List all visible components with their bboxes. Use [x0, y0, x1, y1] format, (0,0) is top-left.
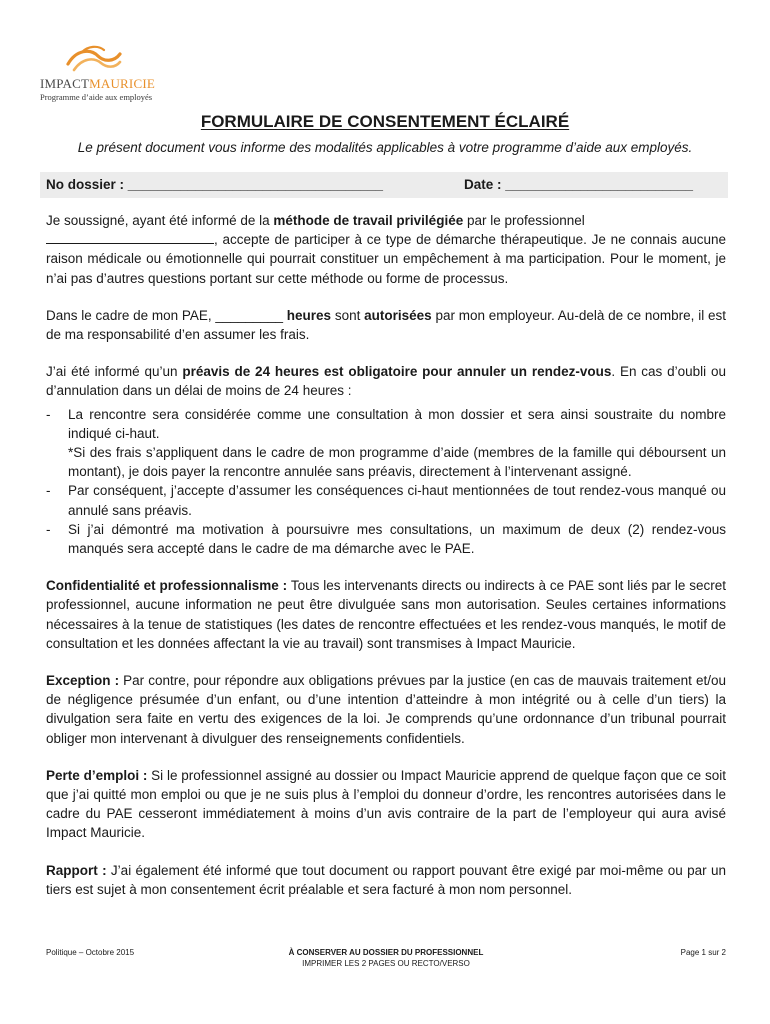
hours-paragraph [46, 306, 726, 344]
job-loss-text: Si le professionnel assigné au dossier ou Impact Mauricie apprend de quelque façon que ce soit que j’ai quitté mon emploi ou que je ne suis plus à l’emploi du donneur d’ordre, les rencontres autorisées dans le cadre du PAE cesseront immédiatement à moins d’un avis contraire de la part de l’employeur qui aura avisé Impact Mauricie. [46, 767, 726, 841]
confidentiality-heading: Confidentialité et professionnalisme : [46, 578, 288, 594]
job-loss-heading: Perte d’emploi : [46, 767, 148, 783]
job-loss-paragraph [46, 766, 726, 843]
hours-text-c: sont [331, 307, 365, 323]
intro-text-d: , accepte de participer à ce type de démarche thérapeutique. Je ne connais aucune raison médicale ou émotionnelle qui pourrait constituer un empêchement à ma participation. Pour le moment, je n’ai pas d’autres questions portant sur cette méthode ou forme de processus. [46, 232, 726, 286]
footer-policy-date: Politique – Octobre 2015 [46, 948, 135, 957]
list-item-2-text: Par conséquent, j’accepte d’assumer les conséquences ci-haut mentionnées de tout rendez-vous manqué ou annulé sans préavis. [68, 483, 726, 518]
intro-method-bold: méthode de travail privilégiée [273, 213, 464, 228]
professional-name-field[interactable] [46, 230, 214, 244]
list-item-1-note: *Si des frais s’appliquent dans le cadre de mon programme d’aide (membres de la famille qui déboursent un montant), je dois payer la rencontre annulée sans préavis, directement à l’intervenant assigné. [68, 445, 726, 480]
list-item [46, 481, 726, 519]
document-body [46, 211, 726, 917]
logo-word-mauricie: MAURICIE [89, 76, 156, 91]
exception-paragraph [46, 671, 726, 748]
notice-text-c: . En cas d’oubli ou d’annulation dans un délai de moins de 24 heures : [46, 364, 727, 399]
logo-wordmark [40, 76, 155, 92]
confidentiality-paragraph [46, 576, 726, 653]
logo-word-impact: IMPACT [40, 76, 90, 91]
intro-text-a: Je soussigné, ayant été informé de la [46, 213, 274, 228]
page-subtitle: Le présent document vous informe des modalités applicables à votre programme d’aide aux employés. [77, 140, 693, 155]
exception-text: Par contre, pour répondre aux obligations prévues par la justice (en cas de mauvais traitement et/ou de négligence présumée d’un enfant, ou d’une intention d’atteindre à mon intégrité ou à celle d’un tiers) la divulgation sera faite en vertu des exigences de la loi. Je comprends qu’une ordonnance d’un tribunal pourrait obliger mon intervenant à divulguer des renseignements confidentiels. [46, 673, 726, 746]
hours-bold: heures [286, 307, 332, 323]
footer-keep-notice: À CONSERVER AU DOSSIER DU PROFESSIONNEL [288, 948, 484, 957]
list-item-1-text: La rencontre sera considérée comme une consultation à mon dossier et sera ainsi soustraite du nombre indiqué ci-haut. [68, 406, 726, 441]
notice-text-a: J’ai été informé qu’un [46, 364, 183, 380]
cancellation-list [46, 405, 726, 559]
intro-text-c: par le professionnel [463, 213, 585, 228]
report-text: J’ai également été informé que tout document ou rapport pouvant être exigé par moi-même ou par un tiers est sujet à mon consentement écrit préalable et sera facturé à mon nom personnel. [46, 862, 726, 897]
footer-page-number: Page 1 sur 2 [680, 948, 726, 957]
list-item-3-text: Si j’ai démontré ma motivation à poursuivre mes consultations, un maximum de deux (2) rendez-vous manqués sera accepté dans le cadre de ma démarche avec le PAE. [68, 521, 726, 557]
list-dash: - [46, 521, 51, 537]
dossier-number-field[interactable]: No dossier : __________________________________ [46, 177, 384, 192]
footer-print-notice: IMPRIMER LES 2 PAGES OU RECTO/VERSO [302, 959, 470, 968]
notice-bold: préavis de 24 heures est obligatoire pour annuler un rendez-vous [182, 364, 612, 380]
notice-paragraph [46, 362, 726, 400]
list-dash: - [46, 483, 51, 499]
report-paragraph [46, 861, 726, 899]
confidentiality-text: Tous les intervenants directs ou indirects à ce PAE sont liés par le secret professionnel, aucune information ne peut être divulguée sans mon autorisation. Seules certaines informations nécessaires à la tenue de statistiques (les dates de rencontre effectuées et les rendez-vous manqués, le motif de consultation et les données affectant la vie au travail) sont transmises à Impact Mauricie. [46, 578, 726, 651]
swoosh-logo-icon [64, 44, 124, 76]
date-field[interactable]: Date : _________________________ [464, 177, 693, 192]
logo-tagline: Programme d’aide aux employés [40, 92, 153, 102]
dossier-bar [40, 172, 728, 198]
authorized-bold: autorisées [364, 307, 432, 323]
report-heading: Rapport : [46, 862, 107, 878]
hours-text-a: Dans le cadre de mon PAE, _________ [46, 307, 287, 323]
intro-paragraph [46, 211, 726, 288]
list-item [46, 405, 726, 482]
list-dash: - [46, 406, 51, 422]
hours-text-e: par mon employeur. Au-delà de ce nombre, il est de ma responsabilité d’en assumer les frais. [46, 307, 726, 343]
list-item [46, 520, 726, 558]
impact-mauricie-logo [36, 44, 166, 114]
exception-heading: Exception : [46, 673, 120, 689]
page-title: FORMULAIRE DE CONSENTEMENT ÉCLAIRÉ [200, 112, 570, 131]
